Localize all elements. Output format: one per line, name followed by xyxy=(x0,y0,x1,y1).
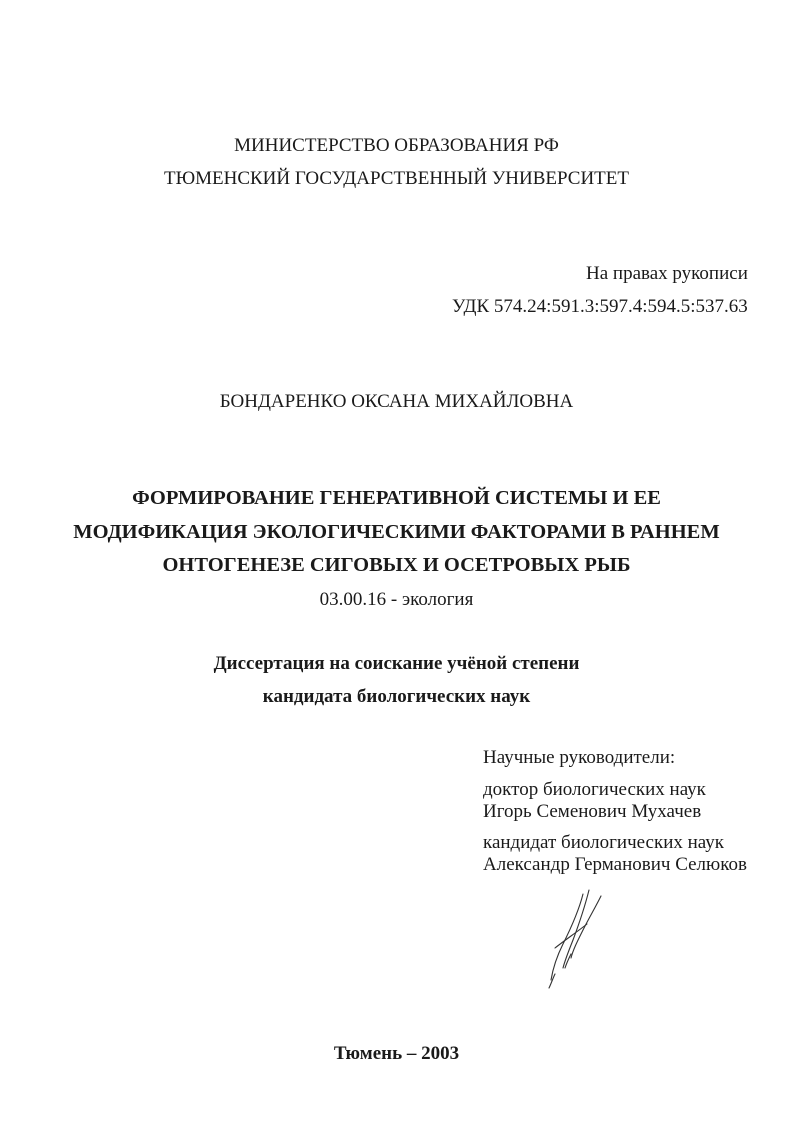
supervisors-heading: Научные руководители: xyxy=(483,747,676,768)
thesis-title-line-3: ОНТОГЕНЕЗЕ СИГОВЫХ И ОСЕТРОВЫХ РЫБ xyxy=(162,554,631,576)
udc-code: УДК 574.24:591.3:597.4:594.5:537.63 xyxy=(452,296,748,317)
thesis-title-line-2: МОДИФИКАЦИЯ ЭКОЛОГИЧЕСКИМИ ФАКТОРАМИ В РАННЕМ xyxy=(73,521,720,543)
supervisor-1-degree: доктор биологических наук xyxy=(483,779,706,800)
ministry-heading: МИНИСТЕРСТВО ОБРАЗОВАНИЯ РФ xyxy=(234,135,559,156)
university-heading: ТЮМЕНСКИЙ ГОСУДАРСТВЕННЫЙ УНИВЕРСИТЕТ xyxy=(163,168,630,189)
thesis-title-line-1: ФОРМИРОВАНИЕ ГЕНЕРАТИВНОЙ СИСТЕМЫ И ЕЕ xyxy=(132,487,661,509)
author-name: БОНДАРЕНКО ОКСАНА МИХАЙЛОВНА xyxy=(219,391,574,412)
manuscript-rights: На правах рукописи xyxy=(586,263,748,284)
specialty-code: 03.00.16 - экология xyxy=(319,589,474,610)
signature-image xyxy=(543,888,611,992)
degree-line-2: кандидата биологических наук xyxy=(262,686,531,707)
supervisor-2-name: Александр Германович Селюков xyxy=(483,854,747,875)
city-year: Тюмень – 2003 xyxy=(333,1043,460,1064)
supervisor-1-name: Игорь Семенович Мухачев xyxy=(483,801,702,822)
supervisor-2-degree: кандидат биологических наук xyxy=(483,832,724,853)
degree-line-1: Диссертация на соискание учёной степени xyxy=(213,653,580,674)
